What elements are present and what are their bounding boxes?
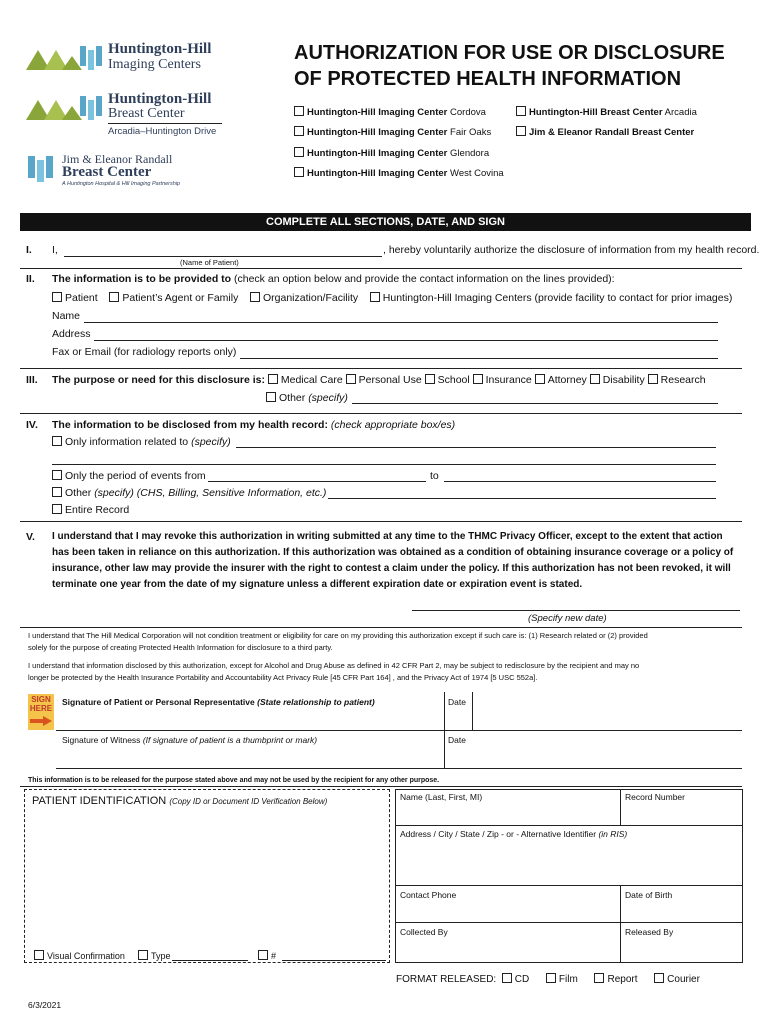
info-other-field[interactable]: [328, 498, 716, 499]
logo-mark-icon: [26, 94, 106, 122]
id-type-field[interactable]: [172, 960, 248, 961]
patient-name-caption: (Name of Patient): [180, 258, 239, 267]
footer-date: 6/3/2021: [28, 1000, 62, 1010]
section-4-number: IV.: [26, 419, 38, 431]
logo-breast-line2: Breast Center: [108, 106, 185, 121]
signature-witness-label: Signature of Witness (If signature of patient is a thumbprint or mark): [62, 735, 318, 745]
info-entire-record[interactable]: Entire Record: [52, 504, 129, 516]
grid-released-label: Released By: [625, 927, 674, 937]
facility-arcadia[interactable]: Huntington-Hill Breast Center Arcadia: [516, 106, 697, 118]
revoke-line-2: has been taken in reliance on this authorization. If this authorization was obtained as a condition of obtaining insurance coverage or a policy of: [52, 547, 734, 558]
section-1-prefix: I,: [52, 244, 58, 256]
info-other[interactable]: Other (specify) (CHS, Billing, Sensitive Information, etc.): [52, 487, 326, 499]
facility-randall[interactable]: Jim & Eleanor Randall Breast Center: [516, 126, 694, 138]
section-3-number: III.: [26, 374, 38, 386]
purpose-research[interactable]: Research: [648, 374, 706, 386]
section-5-number: V.: [26, 531, 35, 543]
purpose-attorney[interactable]: Attorney: [535, 374, 587, 386]
section-2-number: II.: [26, 273, 35, 285]
recipient-name-label: Name: [52, 310, 81, 322]
period-to-label: to: [430, 470, 439, 482]
format-film[interactable]: Film: [546, 974, 578, 985]
witness-date-label: Date: [448, 735, 466, 745]
purpose-medical[interactable]: Medical Care: [268, 374, 343, 386]
banner-text: COMPLETE ALL SECTIONS, DATE, AND SIGN: [266, 216, 505, 228]
logo-breast-line1: Huntington-Hill: [108, 91, 212, 107]
logo-mark-icon: [26, 154, 58, 182]
recipient-fax-field[interactable]: [240, 358, 718, 359]
facility-west-covina[interactable]: Huntington-Hill Imaging Center West Covina: [294, 167, 504, 179]
form-title-line1: AUTHORIZATION FOR USE OR DISCLOSURE: [294, 42, 725, 64]
logo-randall-line3: A Huntington Hospital & Hill Imaging Partnership: [62, 181, 181, 187]
option-agent-family[interactable]: Patient’s Agent or Family: [109, 292, 238, 304]
para-condition-1: I understand that The Hill Medical Corporation will not condition treatment or eligibility for care on my providing this authorization except if such care is: (1) Research related or (2) provided: [28, 631, 648, 640]
sign-here-badge: SIGN HERE: [28, 694, 54, 730]
logo-randall-line2: Breast Center: [62, 164, 152, 180]
para-redisclosure-1: I understand that information disclosed by this authorization, except for Alcohol and Drug Abuse as defined in 42 CFR Part 2, may be subject to redisclosure by the recipient and may no: [28, 661, 640, 670]
section-banner: [20, 213, 751, 231]
format-report[interactable]: Report: [594, 974, 637, 985]
option-hh-imaging[interactable]: Huntington-Hill Imaging Centers (provide facility to contact for prior images): [370, 292, 733, 304]
logo-imaging-centers: [26, 40, 226, 76]
purpose-options: The purpose or need for this disclosure is: Medical Care Personal Use School Insurance Attorney Disability Research: [52, 374, 706, 386]
logo-breast-line3: Arcadia–Huntington Drive: [108, 126, 217, 137]
signature-date-label: Date: [448, 697, 466, 707]
info-only-related-field-2[interactable]: [52, 464, 716, 465]
purpose-school[interactable]: School: [425, 374, 470, 386]
section-2-heading: The information is to be provided to (check an option below and provide the contact information on the lines provided):: [52, 273, 615, 285]
id-number[interactable]: #: [258, 950, 276, 961]
visual-confirmation[interactable]: Visual Confirmation: [34, 950, 125, 961]
checkbox[interactable]: [294, 126, 304, 136]
info-period[interactable]: Only the period of events from: [52, 470, 206, 482]
grid-dob-label: Date of Birth: [625, 890, 673, 900]
logo-imaging-line2: Imaging Centers: [108, 57, 201, 72]
logo-breast-center: [26, 90, 226, 140]
signature-patient-label: Signature of Patient or Personal Representative (State relationship to patient): [62, 697, 375, 707]
format-courier[interactable]: Courier: [654, 974, 700, 985]
signature-date-field[interactable]: [444, 730, 742, 731]
patient-id-title: PATIENT IDENTIFICATION (Copy ID or Document ID Verification Below): [32, 795, 328, 807]
format-released: FORMAT RELEASED: CD Film Report Courier: [396, 974, 700, 985]
period-from-field[interactable]: [208, 481, 426, 482]
revoke-line-1: I understand that I may revoke this authorization in writing submitted at any time to the THMC Privacy Officer, except to the extent that action: [52, 531, 723, 542]
checkbox[interactable]: [294, 167, 304, 177]
recipient-name-field[interactable]: [84, 322, 718, 323]
revoke-line-3: insurance, other law may provide the insurer with the right to contest a claim under the policy. If this authorization has not been revoked, it will: [52, 563, 731, 574]
new-date-caption: (Specify new date): [528, 613, 607, 624]
grid-phone-label: Contact Phone: [400, 890, 457, 900]
id-number-field[interactable]: [282, 960, 386, 961]
facility-fair-oaks[interactable]: Huntington-Hill Imaging Center Fair Oaks: [294, 126, 491, 138]
logo-mark-icon: [26, 44, 106, 72]
purpose-disability[interactable]: Disability: [590, 374, 645, 386]
section-4-heading: The information to be disclosed from my health record: (check appropriate box/es): [52, 419, 456, 431]
witness-signature-field[interactable]: [56, 768, 742, 769]
facility-glendora[interactable]: Huntington-Hill Imaging Center Glendora: [294, 147, 489, 159]
new-date-field[interactable]: [412, 610, 740, 611]
logo-randall: [26, 152, 226, 192]
option-patient[interactable]: Patient: [52, 292, 98, 304]
period-to-field[interactable]: [444, 481, 716, 482]
para-condition-2: solely for the purpose of creating Protected Health Information for disclosure to a third party.: [28, 643, 333, 652]
info-only-related-field[interactable]: [236, 447, 716, 448]
patient-name-field[interactable]: [64, 256, 382, 257]
recipient-address-field[interactable]: [94, 340, 718, 341]
purpose-other[interactable]: Other (specify): [266, 392, 348, 404]
purpose-personal[interactable]: Personal Use: [346, 374, 422, 386]
purpose-other-field[interactable]: [352, 403, 718, 404]
info-only-related[interactable]: Only information related to (specify): [52, 436, 231, 448]
checkbox[interactable]: [516, 106, 526, 116]
recipient-address-label: Address: [52, 328, 91, 340]
patient-id-box: [24, 789, 390, 963]
format-cd[interactable]: CD: [502, 974, 529, 985]
recipient-fax-label: Fax or Email (for radiology reports only): [52, 346, 237, 358]
purpose-insurance[interactable]: Insurance: [473, 374, 532, 386]
arrow-right-icon: [30, 716, 52, 726]
form-title-line2: OF PROTECTED HEALTH INFORMATION: [294, 68, 682, 90]
logo-randall-line1: Jim & Eleanor Randall: [62, 152, 173, 166]
recipient-options: [52, 292, 732, 304]
grid-collected-label: Collected By: [400, 927, 448, 937]
option-organization[interactable]: Organization/Facility: [250, 292, 358, 304]
checkbox[interactable]: [294, 147, 304, 157]
para-redisclosure-2: longer be protected by the Health Insurance Portability and Accountability Act Privacy Rule [45 CFR Part 164] , and the Privacy Act of 1974 [5 USC 552a].: [28, 673, 538, 682]
checkbox[interactable]: [516, 126, 526, 136]
release-note: This information is to be released for the purpose stated above and may not be used by the recipient for any other purpose.: [28, 777, 440, 784]
grid-record-label: Record Number: [625, 792, 685, 802]
section-1-number: I.: [26, 244, 32, 256]
id-type[interactable]: Type: [138, 950, 171, 961]
facility-cordova[interactable]: Huntington-Hill Imaging Center Cordova: [294, 106, 486, 118]
section-1-suffix: , hereby voluntarily authorize the disclosure of information from my health record.: [383, 244, 760, 256]
logo-imaging-line1: Huntington-Hill: [108, 41, 212, 57]
grid-name-label: Name (Last, First, MI): [400, 792, 483, 802]
checkbox[interactable]: [294, 106, 304, 116]
grid-address-label: Address / City / State / Zip - or - Alternative Identifier (in RIS): [400, 829, 628, 839]
revoke-line-4: terminate one year from the date of my signature unless a different expiration date or expiration event is stated.: [52, 579, 583, 590]
